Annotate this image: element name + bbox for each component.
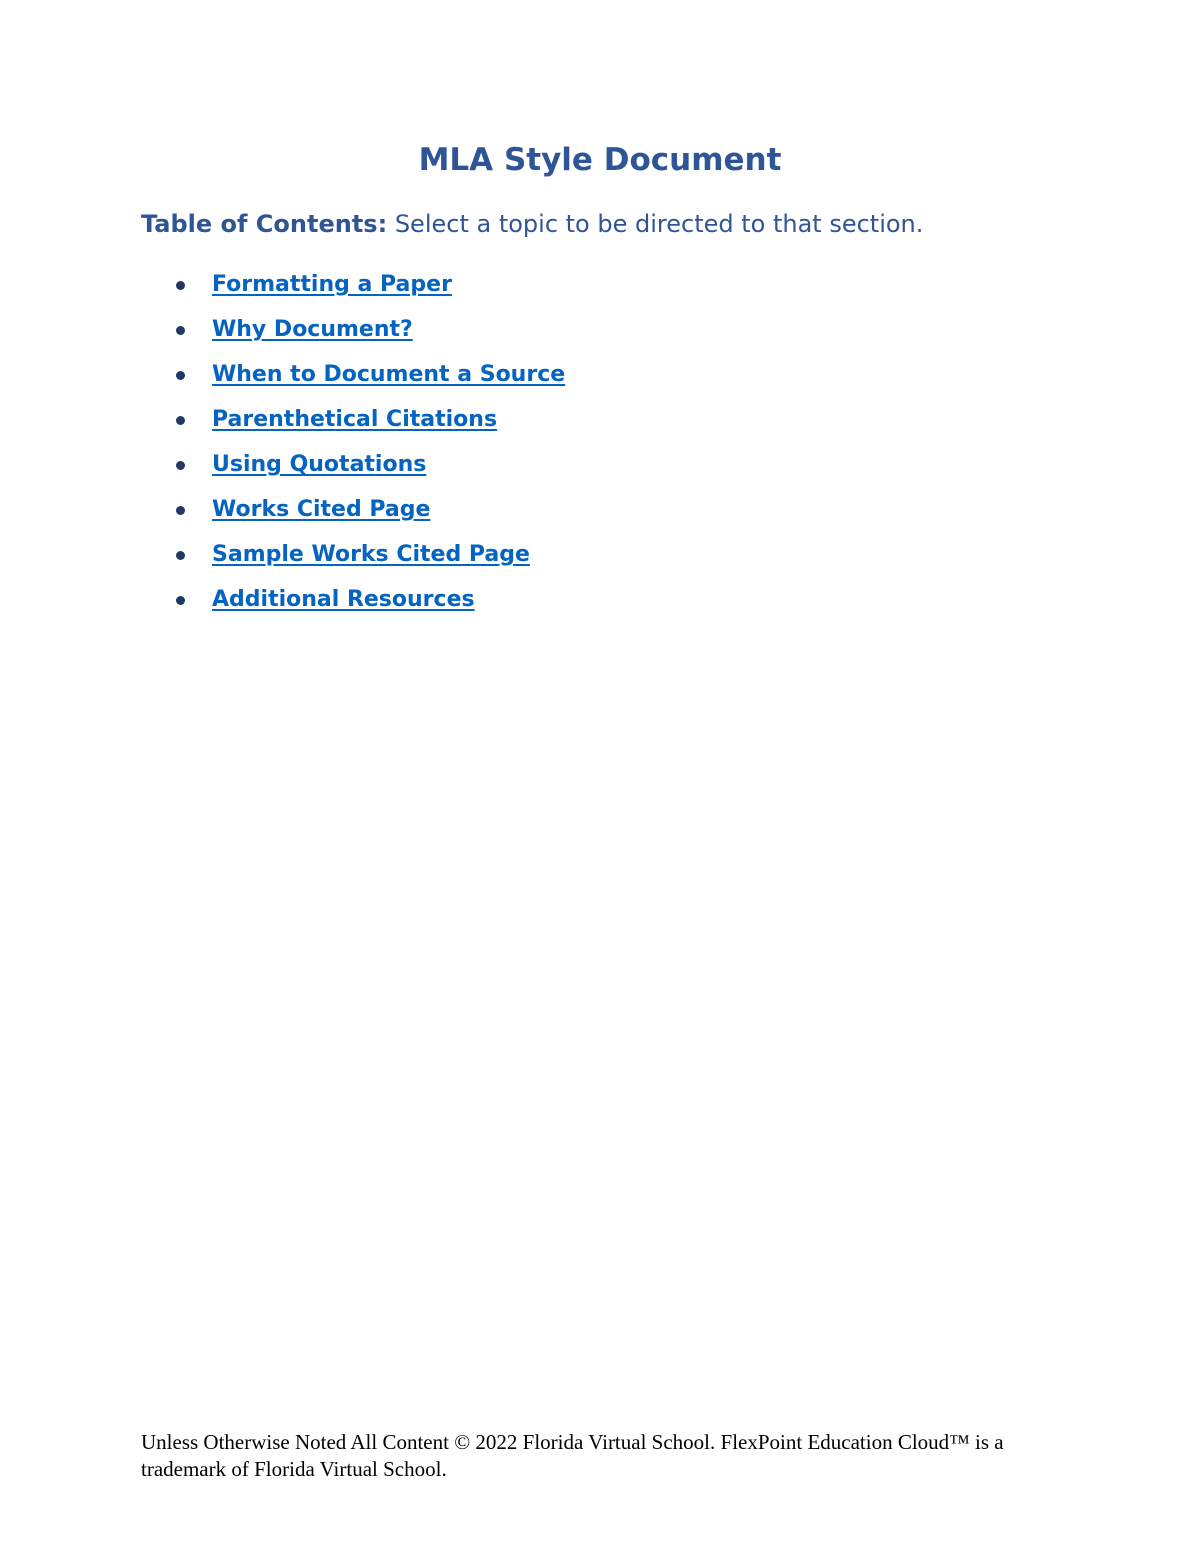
bullet-icon	[176, 281, 185, 290]
bullet-icon	[176, 416, 185, 425]
toc-item-parenthetical-citations	[172, 404, 565, 449]
toc-link-parenthetical-citations[interactable]: Parenthetical Citations	[212, 407, 498, 432]
toc-instruction: Select a topic to be directed to that section.	[387, 210, 924, 238]
bullet-icon	[176, 326, 185, 335]
toc-link-when-to-document[interactable]: When to Document a Source	[212, 362, 566, 387]
toc-item-why-document	[172, 314, 565, 359]
copyright-footer: Unless Otherwise Noted All Content © 2022 Florida Virtual School. FlexPoint Education Cloud™ is a trademark of Florida Virtual School.	[141, 1430, 1004, 1481]
bullet-icon	[176, 551, 185, 560]
bullet-icon	[176, 506, 185, 515]
toc-link-using-quotations[interactable]: Using Quotations	[212, 452, 427, 477]
toc-item-sample-works-cited-page	[172, 539, 565, 584]
toc-item-works-cited-page	[172, 494, 565, 539]
document-title: MLA Style Document	[418, 142, 782, 178]
toc-label: Table of Contents:	[141, 210, 388, 238]
toc-link-sample-works-cited-page[interactable]: Sample Works Cited Page	[212, 542, 530, 567]
toc-link-works-cited-page[interactable]: Works Cited Page	[212, 497, 431, 522]
bullet-icon	[176, 371, 185, 380]
toc-link-formatting-a-paper[interactable]: Formatting a Paper	[212, 272, 452, 297]
toc-intro	[141, 208, 923, 240]
toc-item-formatting-a-paper	[172, 269, 565, 314]
toc-item-additional-resources	[172, 584, 565, 629]
toc-item-when-to-document	[172, 359, 565, 404]
toc-link-additional-resources[interactable]: Additional Resources	[212, 587, 475, 612]
toc-item-using-quotations	[172, 449, 565, 494]
toc-link-why-document[interactable]: Why Document?	[212, 317, 413, 342]
toc-list	[172, 269, 565, 629]
bullet-icon	[176, 596, 185, 605]
bullet-icon	[176, 461, 185, 470]
